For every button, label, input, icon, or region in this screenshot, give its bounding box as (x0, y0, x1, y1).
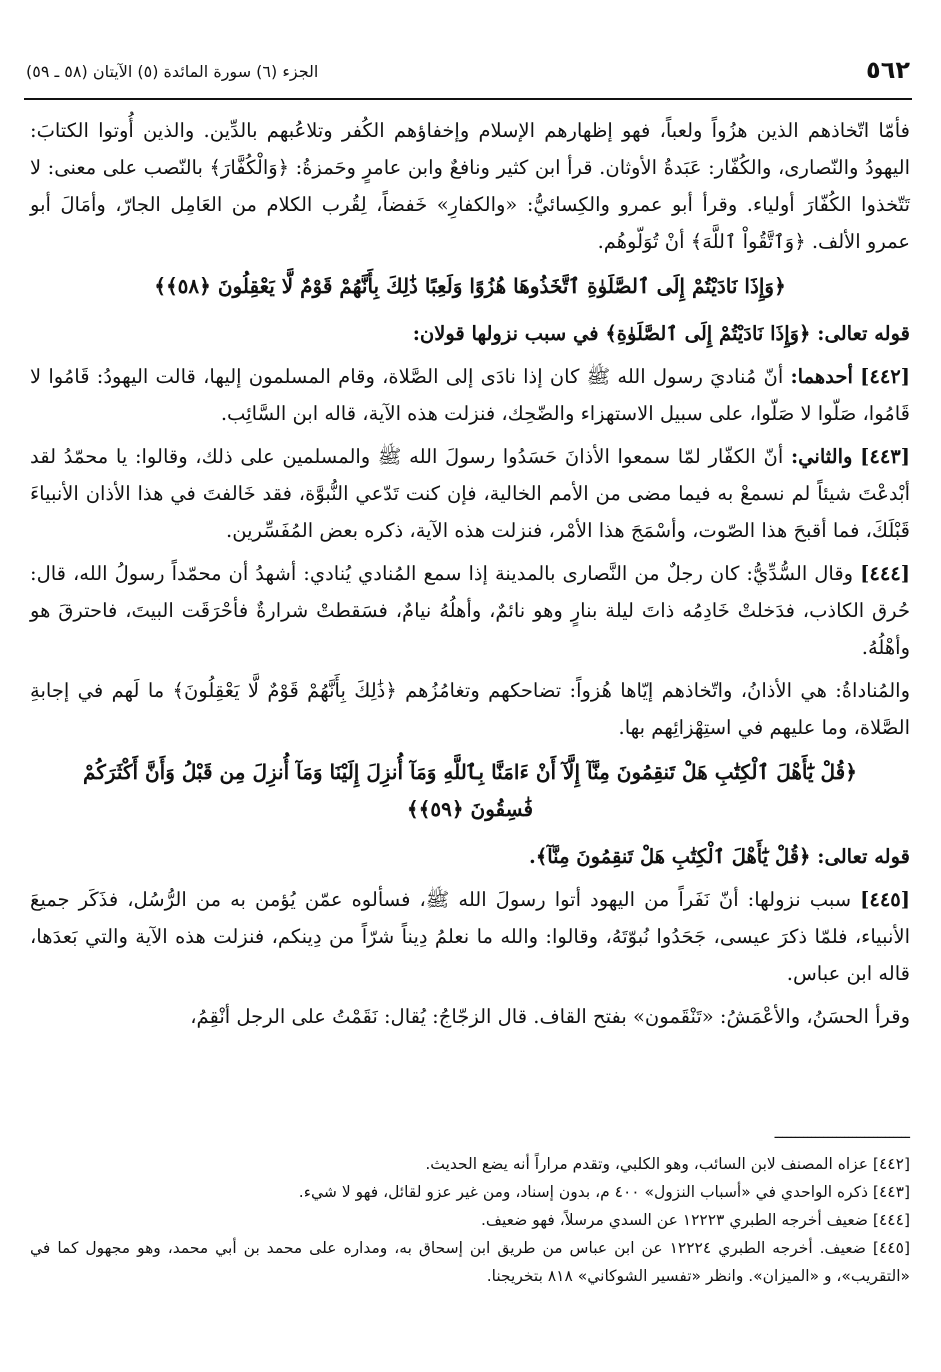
paragraph-munadat: والمُناداةُ: هي الأذانُ، واتّخاذهم إيّاها هُزواً: تضاحكهم وتغامُزُهم ﴿ذَٰلِكَ بِأَنَّهُمْ قَوْمٌ لَّا يَعْقِلُونَ﴾ ما لَهم في إجابةِ الصَّلاة، وما عليهم في استِهْزائِهم بها. (30, 679, 910, 739)
paragraph-444 (30, 555, 910, 666)
footnote-444: [٤٤٤] ضعيف أخرجه الطبري ١٢٢٢٣ عن السدي مرسلاً، فهو ضعيف. (481, 1211, 910, 1229)
footnotes (30, 1150, 910, 1290)
verse-59 (30, 754, 910, 828)
footnote-separator: ـــــــــــــــــــــــــــــــــ (774, 1126, 910, 1142)
hadith-number-444: [٤٤٤] (860, 562, 911, 585)
page-number: ٥٦٢ (866, 56, 910, 84)
paragraph-verse-58-heading (30, 315, 910, 352)
verse-59-line-2: فَٰسِقُونَ ﴿٥٩﴾﴾ (406, 797, 534, 821)
verse-58: ﴿وَإِذَا نَادَيْتُمْ إِلَى ٱلصَّلَوٰةِ ٱتَّخَذُوهَا هُزُوًا وَلَعِبًا ذَٰلِكَ بِأَنَّهُمْ قَوْمٌ لَّا يَعْقِلُونَ ﴿٥٨﴾﴾ (154, 274, 786, 298)
footnote-442: [٤٤٢] عزاه المصنف لابن السائب، وهو الكلبي، وتقدم مراراً أنه يضع الحديث. (425, 1155, 910, 1173)
paragraph-445-text: سبب نزولها: أنّ نَفَراً من اليهود أتوا رسولَ الله ﷺ، فسألوه عمّن يُؤمن به من الرُّسُل، فذَكَر جميعَ الأنبياء، فلمّا ذكرَ عيسى، جَحَدُوا نُبوّتَهُ، وقالوا: والله ما نعلمُ دِيناً شرّاً من دِينكم، فنزلت هذه الآية والتي بَعدَها، قاله ابن عباس. (30, 888, 910, 985)
footnote-445: [٤٤٥] ضعيف. أخرجه الطبري ١٢٢٢٤ عن ابن عباس من طريق ابن إسحاق به، ومداره على محمد بن أبي محمد، وهو مجهول كما في «التقريب»، و «الميزان». وانظر «تفسير الشوكاني» ٨١٨ بتخريجنا. (30, 1239, 910, 1285)
paragraph-442 (30, 358, 910, 432)
paragraph-qiraat: وقرأ الحسَنُ، والأعْمَشُ: «تَنْقَمون» بفتح القاف. قال الزجّاجُ: يُقال: نَقَمْتُ على الرجل أنْقِمُ، (190, 1005, 910, 1028)
paragraph-444-text: وقال السُّدِّيُّ: كان رجلٌ من النَّصارى بالمدينة إذا سمع المُنادي يُنادي: أشهدُ أن محمّداً رسولُ الله، قال: حُرق الكاذب، فدَخلتْ خَادِمُه ذاتَ ليلة بنارٍ وهو نائمٌ، وأهلُهُ نيامٌ، فسَقطتْ شرارةٌ فأحْرَقَت البيتَ، فاحترقَ هو وأهْلُهُ. (30, 562, 910, 659)
hadith-number-445: [٤٤٥] (860, 888, 910, 911)
paragraph-intro: فأمّا اتّخاذهم الذين هزُواً ولعباً، فهو إظهارهم الإسلام وإخفاؤهم الكُفر وتلاعُبهم بالدِّين. والذين أُوتوا الكتابَ: اليهودُ والنّصارى، والكُفّار: عَبَدةُ الأوثان. قرأ ابن كثير ونافعٌ وابن عامرٍ وحَمزةُ: ﴿وَالْكُفَّارَ﴾ بالنّصب على معنى: لا تَتّخذوا الكُفّارَ أولياء. وقرأ أبو عمرو والكِسائيُّ: «والكفارِ» خَفضاً، لِقُرب الكلام من العَامِل الجارّ، وأمَالَ أبو عمرو الألف. ﴿وَٱتَّقُواْ ٱللَّهَ﴾ أنْ تُوَلّوهُم. (30, 119, 910, 253)
paragraph-442-text: أنّ مُناديَ رسول الله ﷺ كان إذا نادَى إلى الصَّلاة، وقام المسلمون إليها، قالت اليهودُ: قَامُوا لا قَامُوا، صَلّوا لا صَلّوا، على سبيل الاستهزاء والضّحِك، فنزلت هذه الآية، قاله ابن السَّائِب. (30, 365, 910, 425)
paragraph-verse-59-heading (30, 838, 910, 875)
paragraph-443 (30, 438, 910, 549)
page-header (26, 56, 910, 96)
footnote-443: [٤٤٣] ذكره الواحدي في «أسباب النزول» ٤٠٠ م، بدون إسناد، ومن غير عزو لقائل، فهو لا شيء. (298, 1183, 910, 1201)
hadith-number-442: [٤٤٢] (860, 365, 910, 388)
header-rule (24, 98, 912, 100)
verse-59-line-1: ﴿قُلْ يَٰٓأَهْلَ ٱلْكِتَٰبِ هَلْ تَنقِمُونَ مِنَّآ إِلَّآ أَنْ ءَامَنَّا بِٱللَّهِ وَمَآ أُنزِلَ إِلَيْنَا وَمَآ أُنزِلَ مِن قَبْلُ وَأَنَّ أَكْثَرَكُمْ (83, 760, 857, 784)
verse-58-heading: قوله تعالى: ﴿وَإِذَا نَادَيْتُمْ إِلَى ٱلصَّلَوٰةِ﴾ في سبب نزولها قولان: (412, 322, 910, 345)
paragraph-445 (30, 881, 910, 992)
paragraph-443-text: أنّ الكفّار لمّا سمعوا الأذانَ حَسَدُوا رسولَ الله ﷺ والمسلمين على ذلك، وقالوا: يا محمّدُ لقد أبْدعْتَ شيئاً لم نسمعْ به فيما مضى من الأمم الخالية، فإن كنت تَدّعي النُّبوَّة، فقد خَالفتَ في هذا الأذان الأنبياءَ قَبْلَكَ، فما أقبحَ هذا الصّوت، وأسْمَجَ هذا الأمْر، فنزلت هذه الآية، ذكره بعض المُفَسِّرين. (30, 445, 910, 542)
running-title: الجزء (٦) سورة المائدة (٥) الآيتان (٥٨ ـ ٥٩) (26, 62, 319, 81)
second-opinion-label: والثاني: (790, 445, 853, 468)
main-text (30, 112, 910, 1041)
hadith-number-443: [٤٤٣] (860, 445, 910, 468)
verse-59-heading: قوله تعالى: ﴿قُلْ يَٰٓأَهْلَ ٱلْكِتَٰبِ هَلْ تَنقِمُونَ مِنَّآ﴾. (529, 845, 910, 868)
first-opinion-label: أحدهما: (790, 365, 853, 388)
